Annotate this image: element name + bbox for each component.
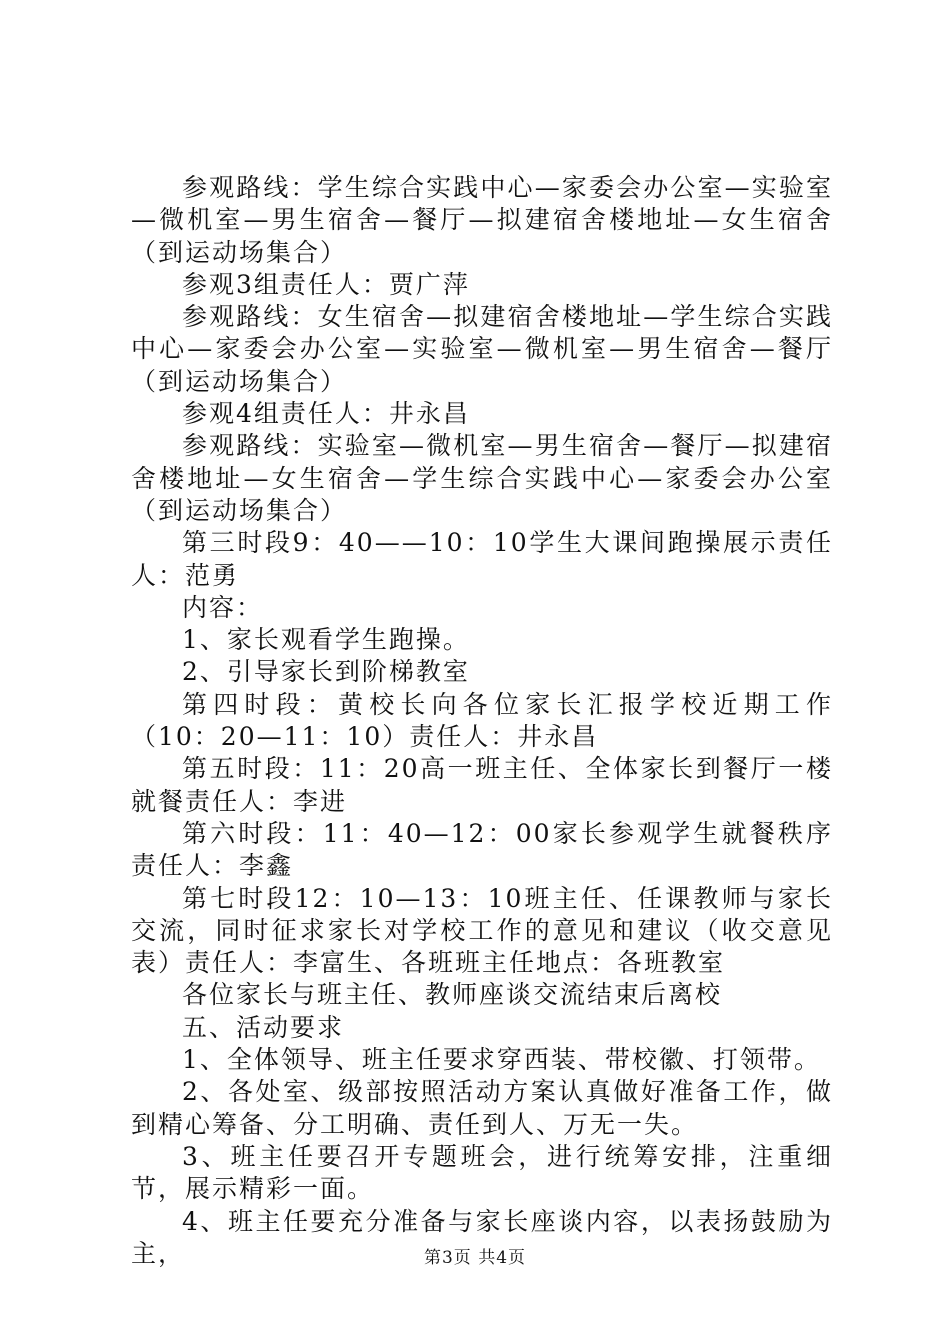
paragraph-content-item-2: 2、引导家长到阶梯教室	[182, 657, 470, 687]
paragraph-requirement-3: 3、班主任要召开专题班会，进行统筹安排，注重细节，展示精彩一面。	[131, 1141, 833, 1204]
paragraph-departure: 各位家长与班主任、教师座谈交流结束后离校	[182, 980, 723, 1010]
paragraph-requirement-1: 1、全体领导、班主任要求穿西装、带校徽、打领带。	[182, 1045, 821, 1075]
paragraph-period-7: 第七时段12：10—13：10班主任、任课教师与家长交流，同时征求家长对学校工作的意见和建议（收交意见表）责任人：李富生、各班班主任地点：各班教室	[131, 883, 833, 978]
paragraph-content-item-1: 1、家长观看学生跑操。	[182, 625, 470, 655]
paragraph-period-4: 第四时段：黄校长向各位家长汇报学校近期工作（10：20—11：10）责任人：井永昌	[131, 689, 833, 752]
paragraph-period-3: 第三时段9：40——10：10学生大课间跑操展示责任人：范勇	[131, 528, 833, 590]
page-footer: 第3页 共4页	[423, 1248, 527, 1268]
paragraph-requirement-2: 2、各处室、级部按照活动方案认真做好准备工作，做到精心筹备、分工明确、责任到人、万无一失。	[131, 1077, 833, 1139]
paragraph-route-group4: 参观路线：实验室—微机室—男生宿舍—餐厅—拟建宿舍楼地址—女生宿舍—学生综合实践中心—家委会办公室（到运动场集合）	[131, 431, 833, 525]
paragraph-requirement-4: 4、班主任要充分准备与家长座谈内容，以表扬鼓励为主，	[131, 1206, 833, 1268]
paragraph-route-group3: 参观路线：女生宿舍—拟建宿舍楼地址—学生综合实践中心—家委会办公室—实验室—微机室—男生宿舍—餐厅（到运动场集合）	[131, 302, 833, 396]
paragraph-content-label: 内容：	[182, 592, 264, 622]
paragraph-period-6: 第六时段：11：40—12：00家长参观学生就餐秩序责任人：李鑫	[131, 818, 833, 881]
paragraph-period-5: 第五时段：11：20高一班主任、全体家长到餐厅一楼就餐责任人：李进	[131, 754, 833, 816]
paragraph-group3-leader: 参观3组责任人：贾广萍	[182, 269, 470, 299]
paragraph-route-group2: 参观路线：学生综合实践中心—家委会办公室—实验室—微机室—男生宿舍—餐厅—拟建宿舍楼地址—女生宿舍（到运动场集合）	[131, 173, 833, 267]
document-body	[131, 172, 833, 1270]
paragraph-group4-leader: 参观4组责任人：井永昌	[182, 399, 470, 429]
section-heading-requirements: 五、活动要求	[182, 1012, 345, 1042]
